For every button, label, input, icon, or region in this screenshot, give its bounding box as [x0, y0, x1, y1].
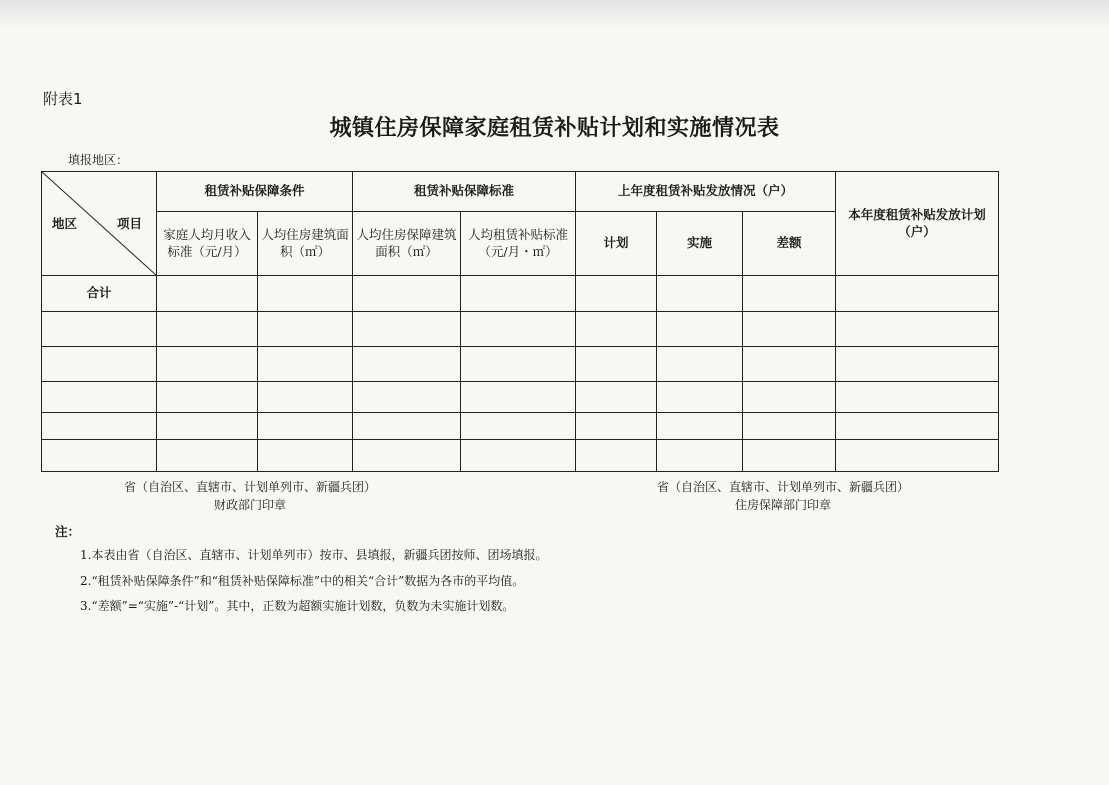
table-cell[interactable]: [461, 276, 576, 312]
table-cell[interactable]: [461, 347, 576, 382]
table-cell[interactable]: [657, 276, 743, 312]
corner-region-label: 地区: [52, 216, 78, 231]
table-cell[interactable]: [461, 312, 576, 347]
table-cell[interactable]: [576, 276, 657, 312]
table-row: [42, 382, 999, 413]
table-cell[interactable]: [258, 440, 353, 472]
col-area-header: 人均住房建筑面积（㎡）: [258, 212, 353, 276]
table-cell[interactable]: [836, 276, 999, 312]
note-item-2: 2.“租赁补贴保障条件”和“租赁补贴保障标准”中的相关“合计”数据为各市的平均值。: [80, 574, 525, 588]
page-title: 城镇住房保障家庭租赁补贴计划和实施情况表: [329, 116, 780, 141]
col-diff-header: 差额: [743, 212, 836, 276]
table-cell[interactable]: [258, 347, 353, 382]
housing-dept-stamp: [633, 478, 933, 514]
table-cell[interactable]: [258, 382, 353, 413]
table-cell[interactable]: [42, 413, 157, 440]
table-cell[interactable]: [353, 440, 461, 472]
table-cell[interactable]: [836, 312, 999, 347]
region-fill-label: 填报地区：: [68, 153, 129, 167]
table-cell[interactable]: [353, 413, 461, 440]
scan-shadow: [0, 0, 1109, 28]
group-conditions-header: 租赁补贴保障条件: [157, 172, 353, 212]
table-cell[interactable]: [42, 382, 157, 413]
table-cell[interactable]: [353, 382, 461, 413]
finance-dept-stamp: [100, 478, 400, 514]
table-cell[interactable]: [657, 440, 743, 472]
table-cell[interactable]: [576, 382, 657, 413]
table-cell[interactable]: [461, 382, 576, 413]
table-cell[interactable]: [657, 312, 743, 347]
table-row: [42, 347, 999, 382]
table-cell[interactable]: [836, 382, 999, 413]
table-cell[interactable]: [657, 413, 743, 440]
corner-header-cell: [42, 172, 157, 276]
appendix-label: 附表1: [43, 90, 83, 108]
col-plan-header: 计划: [576, 212, 657, 276]
table-cell[interactable]: [836, 440, 999, 472]
table-cell[interactable]: [576, 440, 657, 472]
table-cell[interactable]: [353, 276, 461, 312]
table-cell[interactable]: [743, 382, 836, 413]
housing-stamp-line-1: 省（自治区、直辖市、计划单列市、新疆兵团）: [656, 480, 909, 494]
table-cell[interactable]: [353, 347, 461, 382]
note-item-1: 1.本表由省（自治区、直辖市、计划单列市）按市、县填报，新疆兵团按师、团场填报。: [80, 548, 548, 562]
col-actual-header: 实施: [657, 212, 743, 276]
finance-stamp-line-2: 财政部门印章: [213, 498, 286, 512]
housing-stamp-line-2: 住房保障部门印章: [734, 498, 831, 512]
total-row-label: 合计: [42, 276, 157, 312]
table-cell[interactable]: [157, 382, 258, 413]
table-row: [42, 440, 999, 472]
table-cell[interactable]: [157, 312, 258, 347]
table-cell[interactable]: [743, 276, 836, 312]
notes-heading: 注：: [55, 524, 81, 539]
table-cell[interactable]: [353, 312, 461, 347]
table-cell[interactable]: [461, 413, 576, 440]
table-cell[interactable]: [576, 347, 657, 382]
table-cell[interactable]: [258, 413, 353, 440]
group-this-year-header: 本年度租赁补贴发放计划（户）: [836, 172, 999, 276]
corner-item-label: 项目: [116, 216, 142, 231]
table-cell[interactable]: [657, 382, 743, 413]
table-cell[interactable]: [157, 347, 258, 382]
col-housing-area-header: 人均住房保障建筑面积（㎡）: [353, 212, 461, 276]
table-cell[interactable]: [743, 312, 836, 347]
finance-stamp-line-1: 省（自治区、直辖市、计划单列市、新疆兵团）: [123, 480, 376, 494]
table-cell[interactable]: [743, 413, 836, 440]
table-cell[interactable]: [42, 347, 157, 382]
col-subsidy-header: 人均租赁补贴标准（元/月・㎡）: [461, 212, 576, 276]
table-cell[interactable]: [836, 413, 999, 440]
table-cell[interactable]: [42, 312, 157, 347]
table-row: [42, 312, 999, 347]
note-item-3: 3.“差额”=“实施”-“计划”。其中，正数为超额实施计划数，负数为未实施计划数。: [80, 599, 515, 613]
group-standards-header: 租赁补贴保障标准: [353, 172, 576, 212]
table-cell[interactable]: [157, 440, 258, 472]
table-cell[interactable]: [743, 347, 836, 382]
table-cell[interactable]: [258, 276, 353, 312]
header-row-1: [42, 172, 999, 212]
table-cell[interactable]: [743, 440, 836, 472]
table-row: [42, 413, 999, 440]
table-cell[interactable]: [157, 413, 258, 440]
table-cell[interactable]: [157, 276, 258, 312]
group-last-year-header: 上年度租赁补贴发放情况（户）: [576, 172, 836, 212]
table-cell[interactable]: [461, 440, 576, 472]
total-row: [42, 276, 999, 312]
table-cell[interactable]: [836, 347, 999, 382]
table-cell[interactable]: [657, 347, 743, 382]
table-cell[interactable]: [42, 440, 157, 472]
table-cell[interactable]: [576, 312, 657, 347]
col-income-header: 家庭人均月收入标准（元/月）: [157, 212, 258, 276]
table-cell[interactable]: [258, 312, 353, 347]
data-table: [41, 171, 999, 472]
table-cell[interactable]: [576, 413, 657, 440]
